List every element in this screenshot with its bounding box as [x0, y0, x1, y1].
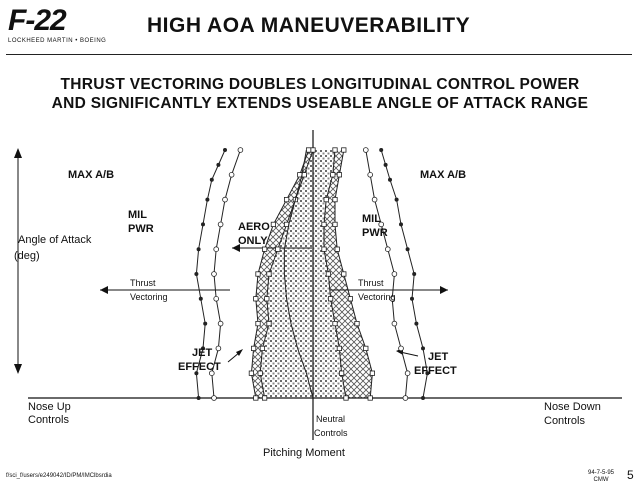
data-point-max-a-b-nose-up-0 [197, 396, 201, 400]
data-point-jet-effect-nose-up-8 [284, 197, 288, 201]
data-point-mil-pwr-nose-up-9 [229, 172, 234, 177]
footer-date-text: 94-7-5-95 [588, 470, 615, 476]
data-point-mil-pwr-nose-up-5 [212, 272, 217, 277]
data-point-aero-only-nose-down-2 [337, 346, 341, 350]
data-point-aero-only-nose-up-5 [267, 272, 271, 276]
aoa-arrow-head-up [14, 148, 22, 158]
data-point-max-a-b-nose-down-3 [414, 322, 418, 326]
data-point-mil-pwr-nose-down-2 [399, 346, 404, 351]
series-label-pwr-right: PWR [362, 227, 388, 239]
data-point-mil-pwr-nose-up-7 [218, 222, 223, 227]
subtitle-line-1: THRUST VECTORING DOUBLES LONGITUDINAL CONTROL POWER [60, 76, 580, 93]
series-label-max-ab-right: MAX A/B [420, 169, 467, 181]
data-point-jet-effect-nose-down-7 [333, 222, 337, 226]
data-point-max-a-b-nose-down-2 [421, 346, 425, 350]
data-point-aero-only-nose-down-3 [333, 321, 337, 325]
data-point-jet-effect-nose-up-10 [306, 148, 310, 152]
data-point-aero-only-nose-down-6 [322, 247, 326, 251]
nose-up-label: Nose Up [28, 401, 71, 413]
data-point-max-a-b-nose-up-10 [216, 163, 220, 167]
data-point-aero-only-nose-down-0 [344, 396, 348, 400]
data-point-jet-effect-nose-up-4 [254, 297, 258, 301]
label-effect-left: EFFECT [178, 361, 221, 373]
data-point-aero-only-nose-down-4 [328, 297, 332, 301]
data-point-aero-only-nose-up-3 [267, 321, 271, 325]
label-vectoring-right: Vectoring [358, 292, 396, 302]
data-point-max-a-b-nose-down-8 [395, 198, 399, 202]
data-point-jet-effect-nose-down-9 [337, 173, 341, 177]
data-point-jet-effect-nose-up-5 [256, 272, 260, 276]
data-point-jet-effect-nose-up-7 [271, 222, 275, 226]
data-point-mil-pwr-nose-up-6 [214, 247, 219, 252]
thrust-vectoring-arrowhead-left [100, 286, 108, 294]
data-point-mil-pwr-nose-down-6 [385, 247, 390, 252]
data-point-max-a-b-nose-up-11 [223, 148, 227, 152]
data-point-mil-pwr-nose-up-3 [218, 321, 223, 326]
data-point-jet-effect-nose-up-0 [254, 396, 258, 400]
data-point-max-a-b-nose-down-10 [384, 163, 388, 167]
data-point-aero-only-nose-down-10 [333, 148, 337, 152]
data-point-aero-only-nose-up-4 [265, 297, 269, 301]
data-point-mil-pwr-nose-up-8 [223, 197, 228, 202]
y-axis-label-line2: (deg) [14, 250, 40, 262]
neutral-controls-label: Controls [314, 428, 348, 438]
logo-subtitle: LOCKHEED MARTIN • BOEING [8, 38, 107, 44]
data-point-max-a-b-nose-up-6 [197, 247, 201, 251]
data-point-aero-only-nose-down-7 [322, 222, 326, 226]
data-point-max-a-b-nose-up-5 [194, 272, 198, 276]
series-label-mil-right: MIL [362, 213, 381, 225]
data-point-max-a-b-nose-up-9 [210, 178, 214, 182]
data-point-max-a-b-nose-up-7 [201, 222, 205, 226]
data-point-aero-only-nose-down-1 [339, 371, 343, 375]
data-point-mil-pwr-nose-up-2 [216, 346, 221, 351]
page-number: 5 [627, 468, 634, 482]
subtitle-line-2: AND SIGNIFICANTLY EXTENDS USEABLE ANGLE OF ATTACK RANGE [51, 95, 589, 112]
data-point-max-a-b-nose-up-4 [199, 297, 203, 301]
neutral-label: Neutral [316, 414, 346, 424]
data-point-aero-only-nose-down-8 [324, 197, 328, 201]
nose-down-label: Nose Down [544, 401, 601, 413]
data-point-max-a-b-nose-down-4 [410, 297, 414, 301]
data-point-aero-only-nose-up-2 [260, 346, 264, 350]
data-point-jet-effect-nose-up-2 [251, 346, 255, 350]
data-point-mil-pwr-nose-up-4 [214, 296, 219, 301]
data-point-max-a-b-nose-up-3 [203, 322, 207, 326]
data-point-max-a-b-nose-up-8 [205, 198, 209, 202]
data-point-jet-effect-nose-down-6 [335, 247, 339, 251]
data-point-mil-pwr-nose-down-8 [372, 197, 377, 202]
data-point-mil-pwr-nose-down-10 [363, 148, 368, 153]
data-point-mil-pwr-nose-down-5 [392, 272, 397, 277]
data-point-max-a-b-nose-down-6 [406, 247, 410, 251]
data-point-jet-effect-nose-down-4 [348, 297, 352, 301]
data-point-max-a-b-nose-down-7 [399, 222, 403, 226]
data-point-jet-effect-nose-down-0 [368, 396, 372, 400]
footer-initials: CMW [593, 477, 609, 483]
data-point-mil-pwr-nose-down-1 [405, 371, 410, 376]
thrust-vectoring-arrowhead-right [440, 286, 448, 294]
data-point-max-a-b-nose-down-9 [388, 178, 392, 182]
series-label-max-ab-left: MAX A/B [68, 169, 115, 181]
nose-down-controls-label: Controls [544, 415, 585, 427]
data-point-max-a-b-nose-down-0 [421, 396, 425, 400]
footer-date [588, 470, 614, 484]
label-jet-left: JET [192, 347, 213, 359]
nose-up-controls-label: Controls [28, 414, 69, 426]
data-point-mil-pwr-nose-up-0 [212, 396, 217, 401]
x-axis-label: Pitching Moment [263, 447, 345, 459]
data-point-jet-effect-nose-down-5 [342, 272, 346, 276]
data-point-mil-pwr-nose-down-3 [392, 321, 397, 326]
label-only: ONLY [238, 235, 268, 247]
label-aero: AERO [238, 221, 270, 233]
data-point-jet-effect-nose-up-1 [249, 371, 253, 375]
data-point-jet-effect-nose-down-2 [364, 346, 368, 350]
data-point-mil-pwr-nose-down-0 [403, 396, 408, 401]
y-axis-label-line1: Angle of Attack [18, 234, 92, 246]
label-thrust-right: Thrust [358, 278, 384, 288]
data-point-jet-effect-nose-up-6 [262, 247, 266, 251]
data-point-jet-effect-nose-up-3 [256, 321, 260, 325]
f22-logo: F-22 [8, 4, 66, 37]
aoa-arrow-head-down [14, 364, 22, 374]
data-point-aero-only-nose-up-1 [258, 371, 262, 375]
data-point-jet-effect-nose-down-8 [333, 197, 337, 201]
label-effect-right: EFFECT [414, 365, 457, 377]
label-vectoring-left: Vectoring [130, 292, 168, 302]
series-label-pwr-left: PWR [128, 223, 154, 235]
data-point-mil-pwr-nose-down-9 [368, 172, 373, 177]
data-point-jet-effect-nose-down-1 [370, 371, 374, 375]
data-point-aero-only-nose-down-5 [326, 272, 330, 276]
label-thrust-left: Thrust [130, 278, 156, 288]
series-line-mil-pwr-nose-down [366, 150, 408, 398]
data-point-aero-only-nose-up-6 [276, 247, 280, 251]
data-point-mil-pwr-nose-up-10 [238, 148, 243, 153]
data-point-jet-effect-nose-down-10 [342, 148, 346, 152]
data-point-aero-only-nose-up-0 [262, 396, 266, 400]
data-point-max-a-b-nose-down-5 [412, 272, 416, 276]
footer-path: f/sci_f/users/e249042/ID/PM/IMClbsrdia [6, 473, 112, 479]
data-point-jet-effect-nose-down-3 [355, 321, 359, 325]
series-label-mil-left: MIL [128, 209, 147, 221]
data-point-max-a-b-nose-down-11 [379, 148, 383, 152]
label-jet-right: JET [428, 351, 449, 363]
data-point-aero-only-nose-up-10 [311, 148, 315, 152]
slide-title: HIGH AOA MANEUVERABILITY [147, 14, 471, 37]
data-point-aero-only-nose-down-9 [331, 173, 335, 177]
